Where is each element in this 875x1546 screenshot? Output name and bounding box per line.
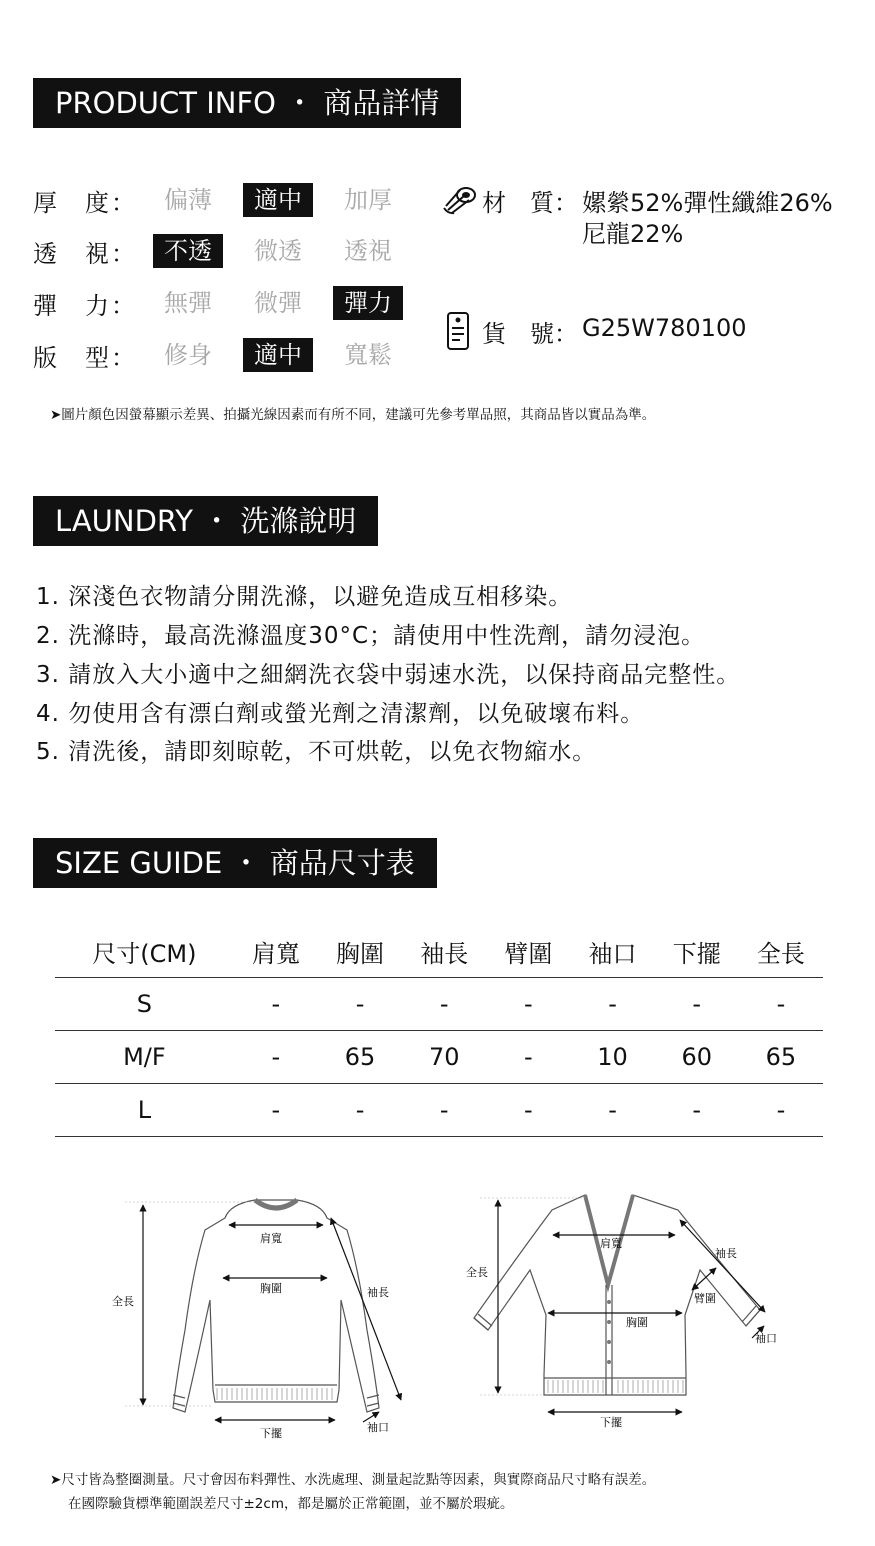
attribute-option-selected: 彈力 xyxy=(333,286,403,320)
attribute-row xyxy=(33,182,413,218)
attribute-option: 透視 xyxy=(344,237,392,265)
cardigan-chest-label: 胸圍 xyxy=(626,1316,648,1329)
size-name-cell: L xyxy=(55,1084,234,1137)
sku-label: 貨 號： xyxy=(482,320,578,348)
size-value-cell: - xyxy=(570,978,654,1031)
attribute-label: 版 型： xyxy=(33,343,137,372)
cardigan-hem-label: 下擺 xyxy=(600,1416,622,1429)
size-value-cell: 65 xyxy=(739,1031,823,1084)
laundry-item: 4. 勿使用含有漂白劑或螢光劑之清潔劑，以免破壞布料。 xyxy=(36,701,645,727)
header-length: 全長 xyxy=(756,939,805,968)
cardigan-shoulder-label: 肩寬 xyxy=(600,1237,622,1250)
header-chest: 胸圍 xyxy=(336,939,385,968)
header-arm: 臂圍 xyxy=(504,939,553,968)
size-note-line-1: ➤尺寸皆為整圈測量。尺寸會因布料彈性、水洗處理、測量起訖點等因素，與實際商品尺寸略有誤差。 xyxy=(50,1472,656,1488)
size-value-cell: - xyxy=(234,978,318,1031)
attribute-label: 厚 度： xyxy=(33,188,137,217)
attribute-option: 偏薄 xyxy=(164,186,212,214)
size-value-cell: - xyxy=(402,978,486,1031)
laundry-item: 1. 深淺色衣物請分開洗滌，以避免造成互相移染。 xyxy=(36,584,573,610)
material-label: 材 質： xyxy=(482,189,578,217)
size-value-cell: - xyxy=(402,1084,486,1137)
size-value-cell: - xyxy=(234,1084,318,1137)
size-value-cell: - xyxy=(655,978,739,1031)
color-disclaimer: ➤圖片顏色因螢幕顯示差異、拍攝光線因素而有所不同，建議可先參考單品照，其商品皆以實品為準。 xyxy=(50,407,656,423)
attribute-option: 微透 xyxy=(254,237,302,265)
size-value-cell: 60 xyxy=(655,1031,739,1084)
laundry-item: 5. 清洗後，請即刻晾乾，不可烘乾，以免衣物縮水。 xyxy=(36,739,597,765)
size-value-cell: - xyxy=(318,1084,402,1137)
cardigan-length-label: 全長 xyxy=(466,1266,488,1279)
size-row xyxy=(55,1084,823,1137)
size-value-cell: - xyxy=(739,978,823,1031)
attribute-option: 修身 xyxy=(164,341,212,369)
cardigan-cuff-label: 袖口 xyxy=(755,1332,777,1345)
size-name-cell: S xyxy=(55,978,234,1031)
size-value-cell: - xyxy=(318,978,402,1031)
sweater-diagram xyxy=(105,1190,420,1445)
size-value-cell: 70 xyxy=(402,1031,486,1084)
sweater-cuff-label: 袖口 xyxy=(367,1421,389,1434)
attribute-row xyxy=(33,285,413,321)
size-name-cell: M/F xyxy=(55,1031,234,1084)
laundry-item: 2. 洗滌時，最高洗滌溫度30°C；請使用中性洗劑，請勿浸泡。 xyxy=(36,623,706,649)
attribute-option-selected: 適中 xyxy=(243,338,313,372)
attribute-label: 透 視： xyxy=(33,239,137,268)
sweater-chest-label: 胸圍 xyxy=(260,1282,282,1295)
laundry-item: 3. 請放入大小適中之細網洗衣袋中弱速水洗，以保持商品完整性。 xyxy=(36,662,741,688)
size-value-cell: 65 xyxy=(318,1031,402,1084)
sku-value: G25W780100 xyxy=(582,314,747,342)
size-row xyxy=(55,1031,823,1084)
size-value-cell: 10 xyxy=(570,1031,654,1084)
sweater-length-label: 全長 xyxy=(112,1295,134,1308)
product-info-banner: PRODUCT INFO ・ 商品詳情 xyxy=(33,78,461,128)
attribute-option: 加厚 xyxy=(344,186,392,214)
material-line-1: 嫘縈52%彈性纖維26% xyxy=(582,189,833,217)
sweater-shoulder-label: 肩寬 xyxy=(260,1232,282,1245)
header-cuff: 袖口 xyxy=(588,939,637,968)
sweater-sleeve-label: 袖長 xyxy=(367,1286,389,1299)
size-table xyxy=(55,925,823,1137)
size-row xyxy=(55,978,823,1031)
size-value-cell: - xyxy=(486,1031,570,1084)
material-line-2: 尼龍22% xyxy=(582,220,684,248)
size-value-cell: - xyxy=(486,978,570,1031)
attribute-option-selected: 適中 xyxy=(243,183,313,217)
tag-icon xyxy=(446,310,470,356)
header-sleeve: 袖長 xyxy=(420,939,469,968)
size-value-cell: - xyxy=(486,1084,570,1137)
attribute-row xyxy=(33,233,413,269)
cardigan-diagram xyxy=(460,1190,790,1440)
attribute-option: 微彈 xyxy=(254,289,302,317)
attribute-row xyxy=(33,337,413,373)
size-value-cell: - xyxy=(570,1084,654,1137)
attribute-option: 寬鬆 xyxy=(344,341,392,369)
size-value-cell: - xyxy=(739,1084,823,1137)
attribute-option: 無彈 xyxy=(164,289,212,317)
fabric-roll-icon xyxy=(442,186,478,220)
cardigan-arm-label: 臂圍 xyxy=(694,1292,716,1305)
attribute-option-selected: 不透 xyxy=(153,234,223,268)
attribute-label: 彈 力： xyxy=(33,291,137,320)
size-note-line-2: 在國際驗貨標準範圍誤差尺寸±2cm，都是屬於正常範圍，並不屬於瑕疵。 xyxy=(68,1496,514,1512)
cardigan-sleeve-label: 袖長 xyxy=(715,1247,737,1260)
size-guide-banner: SIZE GUIDE ・ 商品尺寸表 xyxy=(33,838,437,888)
size-table-header xyxy=(55,925,823,978)
sweater-hem-label: 下擺 xyxy=(260,1427,282,1440)
laundry-banner: LAUNDRY ・ 洗滌說明 xyxy=(33,496,378,546)
header-size: 尺寸(CM) xyxy=(92,939,197,968)
header-hem: 下擺 xyxy=(672,939,721,968)
size-value-cell: - xyxy=(234,1031,318,1084)
size-value-cell: - xyxy=(655,1084,739,1137)
header-shoulder: 肩寬 xyxy=(251,939,300,968)
